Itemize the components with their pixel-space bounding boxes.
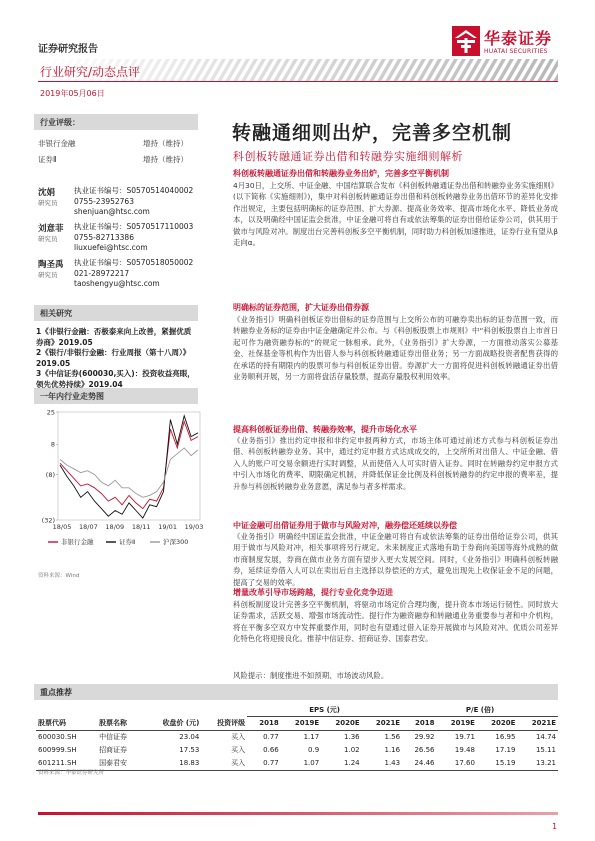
cell: 1.36 [344, 733, 360, 741]
col-header: 2018 [402, 717, 436, 731]
cell: 买入 [231, 759, 246, 767]
logo-text: 华泰证券 [484, 29, 553, 48]
legend-label: 证券Ⅱ [119, 538, 136, 546]
report-type: 证券研究报告 [38, 44, 98, 55]
cell: 15.11 [535, 746, 556, 754]
y-tick-label: (32) [41, 516, 55, 525]
section-heading: 科创板转融通证券出借和转融券业务出炉，完善多空平衡机制 [233, 169, 449, 178]
pe-group-title: P/E (倍) [402, 703, 558, 717]
cell: 1.17 [303, 733, 320, 741]
footer-band [38, 812, 558, 815]
related-research-header: 相关研究 [34, 305, 198, 321]
analyst-role: 研究员 [38, 199, 58, 207]
recommendation-table [36, 703, 558, 771]
table-group-header [36, 703, 558, 717]
cell: 17.53 [179, 746, 200, 754]
analyst-phone: 021-28972217 [74, 268, 130, 278]
cell: 1.16 [384, 746, 401, 754]
table-row [36, 744, 558, 757]
cell: 16.95 [495, 733, 516, 741]
col-header: 2019E [437, 717, 477, 731]
eps-group-title: EPS (元) [247, 703, 402, 717]
col-header: 收盘价 (元) [143, 717, 201, 731]
cell: 17.19 [495, 746, 516, 754]
cell: 23.04 [179, 733, 200, 741]
cell: 国泰君安 [99, 759, 128, 767]
analyst-phone: 0755-82713386 [74, 232, 134, 242]
cell: 17.60 [454, 759, 475, 767]
legend-label: 沪深300 [163, 538, 189, 546]
analyst-role: 研究员 [38, 235, 58, 243]
cell: 买入 [231, 746, 246, 754]
series-line [60, 422, 198, 509]
x-tick-label: 18/11 [131, 523, 151, 531]
cell: 14.74 [535, 733, 556, 741]
report-date: 2019年05月06日 [40, 89, 105, 98]
cell: 买入 [231, 733, 246, 741]
cell: 13.21 [535, 759, 556, 767]
x-tick-label: 19/01 [158, 523, 177, 531]
analyst-name: 陶圣禹 [38, 260, 64, 270]
cell: 29.92 [414, 733, 435, 741]
analyst-license: 执业证书编号：S0570517110003 [74, 222, 194, 231]
related-research-list [36, 327, 198, 390]
col-header: 2021E [517, 717, 558, 731]
rating-row [38, 138, 198, 149]
table-row [36, 730, 558, 744]
analyst-card [38, 186, 203, 216]
analyst-license: 执业证书编号：S0570518050002 [74, 258, 194, 267]
cell: 1.07 [303, 759, 320, 767]
huatai-logo-icon [452, 26, 480, 56]
analyst-role: 研究员 [38, 271, 58, 279]
company-logo [452, 24, 570, 64]
section-body: 《业务指引》明确科创板证券出借标的证券范围与上交所公布的可融券卖出标的证券范围一致，而转融券业务标的证券由中证金融确定并公布。与《科创板股票上市规则》中“科创板股票自上市首日起可作为融资融券标的”的规定一脉相承。此外，《业务指引》扩大券源，一方面推动落实公募基金、社保基金等机构作为出借人参与科创板转融通证券出借业务；另一方面战略投资者配售获得的在承诺的持有期限内的股票可参与科创板证券出借。券源扩大一方面将促进科创板转融通证券出借业务顺利开展，另一方面将盘活存量股票，提高存量股权利用效率。 [233, 315, 558, 382]
series-line [60, 416, 198, 518]
rating-value: 增持（维持） [143, 139, 188, 148]
cell: 19.71 [454, 733, 475, 741]
section-body: 4月30日，上交所、中证金融、中国结算联合发布《科创板转融通证券出借和转融券业务实施细则》(以下简称《实施细则》)，集中对科创板转融通证券出借和科创板转融券业务出借环节的差异化安排作出规定，主要包括明确标的证券范围、扩大券源、提高业务效率、提高市场化水平、降低业务成本，以及明确经中国证监会批准，中证金融可将自有或依法筹集的证券出借给证券公司，供其用于做市与风险对冲。制度出台完善科创板多空平衡机制，同时助力科创板加速推进，证券行业有望从β走向α。 [233, 181, 558, 248]
col-header: 投资评级 [201, 717, 247, 731]
rating-value: 增持（维持） [143, 155, 188, 164]
cell: 1.02 [344, 746, 360, 754]
cell: 0.77 [263, 759, 279, 767]
cell: 600030.SH [38, 733, 77, 741]
cell: 24.46 [414, 759, 435, 767]
page-number: 1 [552, 822, 558, 831]
cell: 1.56 [384, 733, 401, 741]
cell: 19.48 [454, 746, 475, 754]
col-header: 2018 [247, 717, 281, 731]
col-header: 2019E [281, 717, 321, 731]
chart-source: 资料来源：Wind [38, 573, 80, 579]
cell: 1.24 [344, 759, 360, 767]
col-header: 股票名称 [97, 717, 143, 731]
analyst-email[interactable]: shenjuan@htsc.com [74, 207, 150, 216]
section-body: 《业务指引》推出约定申报和非约定申报两种方式，市场主体可通过前述方式参与科创板证券出借、科创板转融券业务。其中，通过约定申报方式达成成交的，上交所所对出借人、中证金融、借入人的账户可交易余额进行实时调整，从而使借入人可实时借入证券。同时在转融券约定申报方式中引入市场化的费率、期限确定机制，并降低保证金比例及科创板转融券的约定申报的费率差，提升参与科创板转融券业务意愿，满足参与者多样需求。 [233, 436, 558, 491]
analyst-license: 执业证书编号：S0570514040002 [74, 186, 194, 195]
section-heading: 提高科创板证券出借、转融券效率，提升市场化水平 [233, 425, 417, 434]
report-category: 行业研究/动态点评 [40, 65, 141, 79]
rating-label: 非银行金融 [38, 139, 76, 148]
cell: 0.77 [263, 733, 279, 741]
x-tick-label: 18/09 [105, 523, 125, 531]
analyst-card [38, 258, 203, 288]
page-title: 转融通细则出炉，完善多空机制 [232, 122, 513, 144]
col-header: 2021E [362, 717, 402, 731]
related-report-link[interactable]: 3《中信证券(600030,买入)：投资收益亮眼，领先优势持续》2019.04 [36, 369, 195, 389]
cell: 招商证券 [99, 746, 128, 754]
logo-subtext: HUATAI SECURITIES [484, 48, 548, 55]
analyst-phone: 0755-23952763 [74, 196, 134, 206]
analyst-name: 沈娟 [38, 188, 56, 198]
key-recommendations-header: 重点推荐 [34, 684, 558, 700]
table-row [36, 757, 558, 771]
cell: 0.9 [308, 746, 320, 754]
cell: 中信证券 [99, 733, 128, 741]
section-body: 科创板制度设计完善多空平衡机制，将驱动市场定价合理均衡，提升资本市场运行韧性。同时放大证券需求，活跃交易、增强市场流动性。提行作为融资融券和转融通业务重要参与者和中介机构，将在平衡多空双方中发挥重要作用，同时也有望通过借入证券开展做市与风险对冲。优质公司差异化特色化将迎接良化。推荐中信证券、招商证券、国泰君安。 [233, 600, 558, 644]
y-tick-label: 25 [46, 408, 55, 417]
cell: 26.56 [414, 746, 435, 754]
plot-frame [58, 412, 200, 520]
cell: 15.19 [495, 759, 516, 767]
cell: 601211.SH [38, 759, 77, 767]
rating-header: 行业评级： [34, 114, 198, 130]
col-header: 股票代码 [36, 717, 97, 731]
analyst-email[interactable]: liuxuefei@htsc.com [74, 243, 148, 252]
col-header: 2020E [477, 717, 517, 731]
section-heading: 增量改革引导市场跨越，提行专业化竞争迈进 [233, 588, 393, 597]
table-source: 资料来源：华泰证券研究所 [38, 770, 105, 776]
x-tick-label: 18/05 [52, 523, 72, 531]
x-tick-label: 18/07 [79, 523, 98, 531]
analyst-name: 刘意菲 [38, 224, 64, 234]
col-header: 2020E [321, 717, 361, 731]
section-heading: 中证金融可出借证券用于做市与风险对冲，融券偿还延续以券偿 [233, 521, 457, 530]
cell: 600999.SH [38, 746, 77, 754]
series-line [60, 448, 198, 497]
cell: 18.83 [179, 759, 200, 767]
cell: 1.43 [384, 759, 401, 767]
chart-header: 一年内行业走势图 [34, 388, 198, 404]
section-body: 《业务指引》明确经中国证监会批准，中证金融可将自有或依法筹集的证券出借给证券公司，供其用于做市与风险对冲，相关事项将另行规定。未来制度正式落地有助于券商向美国等海外成熟的做市商制度发展，券商在做市业务方面有望步入更大发展空间。同时，《业务指引》明确科创板转融券，延续证券借入人可以在卖出后自主选择以券偿还的方式，避免出现先上收保证金不足的问题，提高了交易的效率。 [233, 532, 558, 587]
section-heading: 明确标的证券范围，扩大证券出借券源 [233, 303, 369, 312]
risk-warning: 风险提示：制度推进不如预期、市场波动风险。 [233, 671, 389, 680]
page-subtitle: 科创板转融通证券出借和转融券实施细则解析 [233, 150, 463, 163]
analyst-email[interactable]: taoshengyu@htsc.com [74, 279, 160, 288]
rating-label: 证券Ⅱ [38, 155, 57, 164]
related-report-link[interactable]: 2《银行/非银行金融：行业周报（第十八周）》2019.05 [36, 348, 191, 368]
related-report-link[interactable]: 1《非银行金融：否极泰来向上改善，紧握优质券商》2019.05 [36, 327, 192, 347]
table-header-row [36, 717, 558, 731]
y-tick-label: (8) [45, 471, 55, 480]
y-tick-label: 8 [50, 440, 55, 449]
legend-label: 非银行金融 [61, 538, 94, 546]
analyst-card [38, 222, 203, 252]
cell: 0.66 [263, 746, 279, 754]
rating-row [38, 154, 198, 165]
x-tick-label: 19/03 [184, 523, 204, 531]
industry-trend-chart [36, 408, 204, 558]
